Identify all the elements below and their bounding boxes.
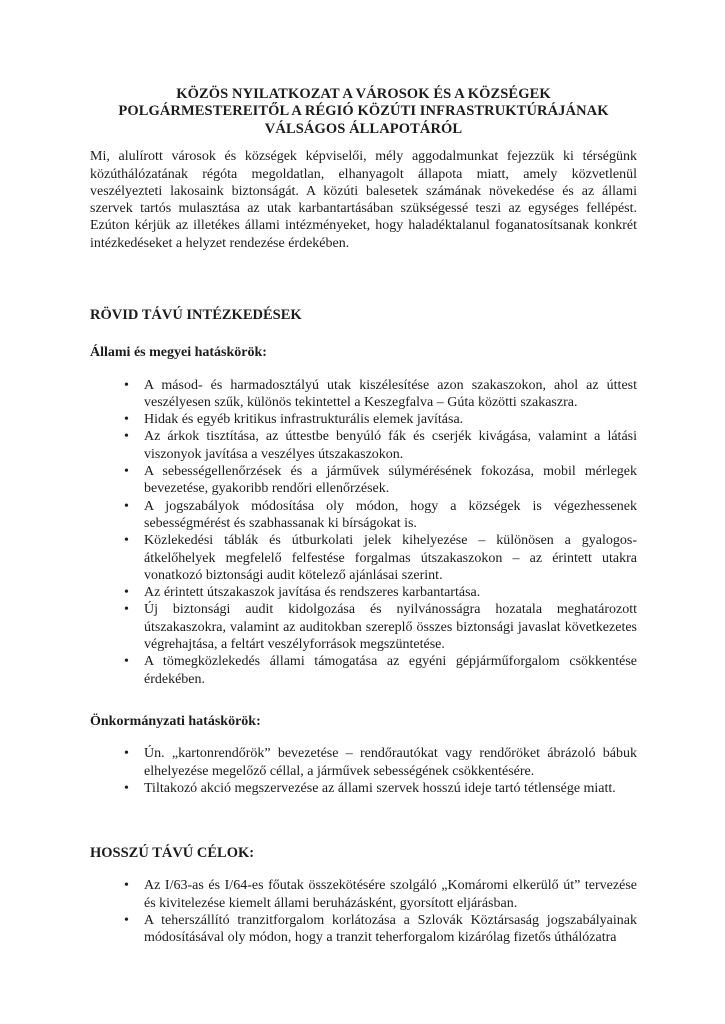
title-line-3: VÁLSÁGOS ÁLLAPOTÁRÓL <box>264 120 463 137</box>
list-item: • A tömegközlekedés állami támogatása az egyéni gépjárműforgalom csökkentése érdekében. <box>90 653 637 688</box>
list-item: • Az I/63-as és I/64-es főutak összekötésére szolgáló „Komáromi elkerülő út” tervezése és kivitelezése kiemelt állami beruházásként, gyorsított eljárásban. <box>90 877 637 912</box>
title-line-2: POLGÁRMESTEREITŐL A RÉGIÓ KÖZÚTI INFRASTRUKTÚRÁJÁNAK <box>118 103 609 120</box>
subheading-municipal: Önkormányzati hatáskörök: <box>90 713 261 729</box>
document-title <box>90 86 637 138</box>
title-line-1: KÖZÖS NYILATKOZAT A VÁROSOK ÉS A KÖZSÉGEK <box>176 86 551 102</box>
list-item: • Ún. „kartonrendőrök” bevezetése – rendőrautókat vagy rendőröket ábrázoló bábuk elhelyezése megelőző céllal, a járművek sebességének csökkentésére. <box>90 745 637 780</box>
list-item: • Az érintett útszakaszok javítása és rendszeres karbantartása. <box>90 584 637 601</box>
bullet-list-state-county <box>90 377 637 688</box>
section-heading-long-term: HOSSZÚ TÁVÚ CÉLOK: <box>90 845 255 862</box>
list-item: • Új biztonsági audit kidolgozása és nyilvánosságra hozatala meghatározott útszakaszokra, valamint az auditokban szereplő összes biztonsági javaslat következetes végrehajtása, a feltárt veszélyforrások megszüntetése. <box>90 601 637 653</box>
list-item: • A sebességellenőrzések és a járművek súlymérésének fokozása, mobil mérlegek bevezetése, gyakoribb rendőri ellenőrzések. <box>90 463 637 498</box>
list-item: • A jogszabályok módosítása oly módon, hogy a községek is végezhessenek sebességmérést és szabhassanak ki bírságokat is. <box>90 498 637 533</box>
list-item: • Hidak és egyéb kritikus infrastrukturális elemek javítása. <box>90 411 637 428</box>
bullet-list-long-term <box>90 877 637 946</box>
list-item: • A teherszállító tranzitforgalom korlátozása a Szlovák Köztársaság jogszabályainak módosításával oly módon, hogy a tranzit teherforgalom kizárólag fizetős úthálózatra <box>90 912 637 947</box>
section-heading-short-term: RÖVID TÁVÚ INTÉZKEDÉSEK <box>90 307 302 323</box>
list-item: • Közlekedési táblák és útburkolati jelek kihelyezése – különösen a gyalogos-átkelőhelyek megfelelő felfestése forgalmas útszakaszokon – az érintett utakra vonatkozó biztonsági audit kötelező ajánlásai szerint. <box>90 532 637 584</box>
intro-paragraph: Mi, alulírott városok és községek képviselői, mély aggodalmunkat fejezzük ki térségünk közúthálózatának régóta megoldatlan, elhanyagolt állapota miatt, amely közvetlenül veszélyezteti lakosaink biztonságát. A közúti balesetek számának növekedése és az állami szervek tartós mulasztása az utak karbantartásában szükségessé teszi az egységes fellépést. Ezúton kérjük az illetékes állami intézményeket, hogy haladéktalanul foganatosítsanak konkrét intézkedéseket a helyzet rendezése érdekében. <box>90 149 637 251</box>
list-item: • A másod- és harmadosztályú utak kiszélesítése azon szakaszokon, ahol az úttest veszélyesen szűk, különös tekintettel a Keszegfalva – Gúta közötti szakaszra. <box>90 377 637 412</box>
subheading-state-county: Állami és megyei hatáskörök: <box>90 345 267 361</box>
list-item: • Az árkok tisztítása, az úttestbe benyúló fák és cserjék kivágása, valamint a látási viszonyok javítása a veszélyes útszakaszokon. <box>90 428 637 463</box>
list-item: • Tiltakozó akció megszervezése az állami szervek hosszú ideje tartó tétlensége miatt. <box>90 780 637 797</box>
bullet-list-municipal <box>90 745 637 797</box>
